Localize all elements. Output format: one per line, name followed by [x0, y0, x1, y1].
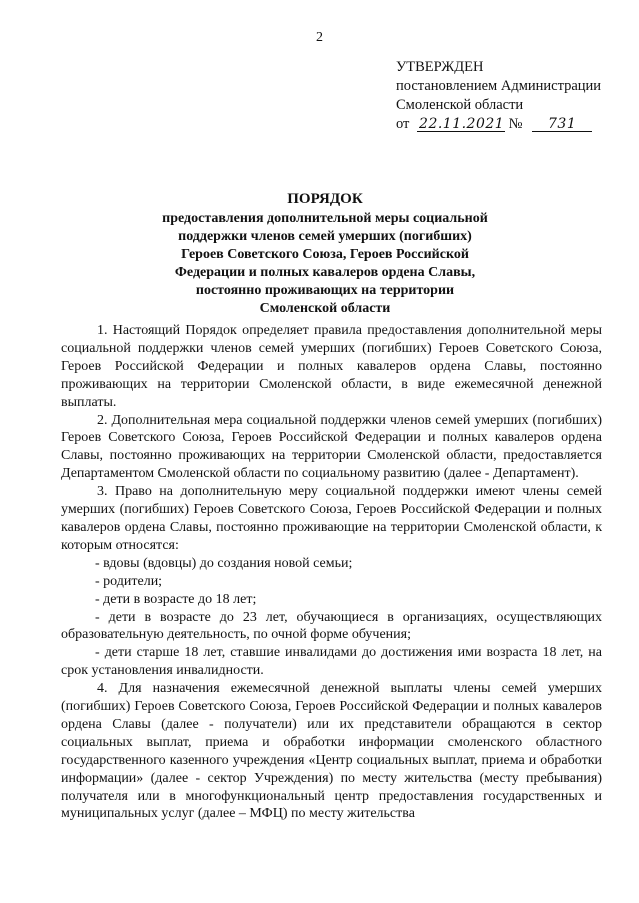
- handwritten-number: 731: [532, 117, 592, 132]
- list-item-students-under-23: - дети в возрасте до 23 лет, обучающиеся в организациях, осуществляющих образовательную деятельность, по очной форме обучения;: [61, 609, 602, 643]
- title-line-2: поддержки членов семей умерших (погибших): [178, 229, 472, 244]
- title-heading: ПОРЯДОК: [287, 191, 363, 207]
- list-item-parents: - родители;: [95, 573, 163, 589]
- approval-line-decree: постановлением Администрации: [396, 78, 602, 94]
- title-line-3: Героев Советского Союза, Героев Российской: [181, 247, 469, 262]
- date-prefix: от: [396, 116, 410, 132]
- number-prefix: №: [508, 116, 523, 132]
- approval-stamp: [396, 58, 634, 134]
- paragraph-4: 4. Для назначения ежемесячной денежной выплаты члены семей умерших (погибших) Героев Советского Союза, Героев Российской Федерации и полных кавалеров ордена Славы (далее - получатели) или их представители обращаются в сектор социальных выплат, приема и обработки информации смоленского областного государственного казенного учреждения «Центр социальных выплат, приема и обработки информации» (далее - сектор Учреждения) по месту жительства (месту пребывания) получателя или в многофункциональный центр предоставления государственных и муниципальных услуг (далее – МФЦ) по месту жительства: [61, 681, 602, 822]
- approval-date-line: [396, 115, 634, 134]
- approval-heading: УТВЕРЖДЕН: [396, 59, 484, 75]
- title-line-5: постоянно проживающих на территории: [195, 283, 455, 298]
- list-item-widows: - вдовы (вдовцы) до создания новой семьи;: [95, 555, 353, 571]
- paragraph-1: 1. Настоящий Порядок определяет правила предоставления дополнительной меры социальной поддержки членов семей умерших (погибших) Героев Советского Союза, Героев Российской Федерации и полных кавалеров ордена Славы, постоянно проживающих на территории Смоленской области, в виде ежемесячной денежной выплаты.: [61, 323, 602, 410]
- approval-line-region: Смоленской области: [396, 97, 524, 113]
- paragraph-2: 2. Дополнительная мера социальной поддержки членов семей умерших (погибших) Героев Советского Союза, Героев Российской Федерации и полных кавалеров ордена Славы, постоянно проживающих на территории Смоленской области, предоставляется Департаментом Смоленской области по социальному развитию (далее - Департамент).: [61, 412, 602, 482]
- paragraph-3: 3. Право на дополнительную меру социальной поддержки имеют члены семей умерших (погибших) Героев Советского Союза, Героев Российской Федерации и полных кавалеров ордена Славы, постоянно проживающие на территории Смоленской области, к которым относятся:: [61, 484, 602, 553]
- title-line-6: Смоленской области: [259, 301, 391, 316]
- page-number: 2: [316, 30, 323, 45]
- handwritten-date: 22.11.2021: [419, 116, 505, 132]
- title-line-4: Федерации и полных кавалеров ордена Славы,: [174, 265, 476, 280]
- list-item-children-under-18: - дети в возрасте до 18 лет;: [95, 591, 257, 607]
- document-body: [61, 322, 602, 823]
- list-item-disabled-children: - дети старше 18 лет, ставшие инвалидами до достижения ими возраста 18 лет, на срок установления инвалидности.: [61, 645, 602, 679]
- document-title: [140, 190, 510, 318]
- title-line-1: предоставления дополнительной меры социальной: [162, 211, 488, 226]
